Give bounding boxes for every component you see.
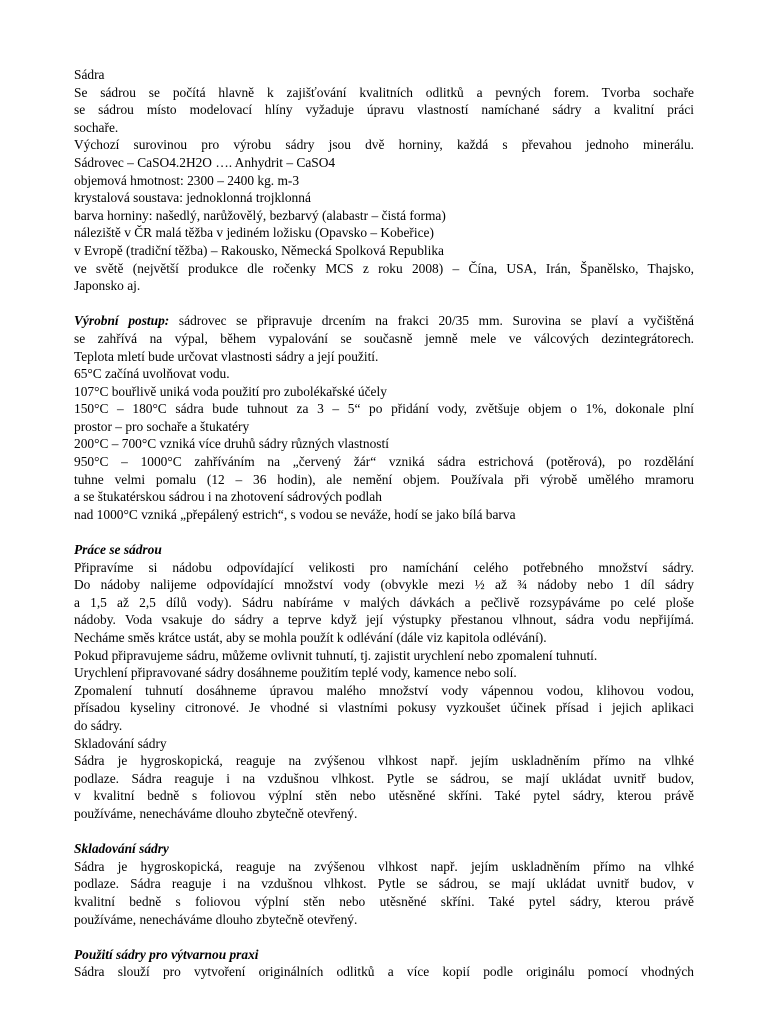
line-text: Japonsko aj. bbox=[74, 278, 141, 294]
line-text: tuhne velmi pomalu (12 – 36 hodin), ale nemění objem. Používala při výrobě umělého mramoru bbox=[74, 471, 694, 487]
document-body bbox=[74, 66, 694, 981]
text-line bbox=[74, 752, 694, 770]
line-text: 950°C – 1000°C zahříváním na „červený žár“ vzniká sádra estrichová (potěrová), po rozdělání bbox=[74, 454, 694, 470]
text-line bbox=[74, 435, 694, 453]
text-line bbox=[74, 699, 694, 717]
section-heading: Skladování sádry bbox=[74, 841, 169, 857]
line-text: barva horniny: našedlý, narůžovělý, bezbarvý (alabastr – čistá forma) bbox=[74, 207, 446, 223]
text-line bbox=[74, 418, 694, 436]
text-line bbox=[74, 189, 694, 207]
line-text: do sádry. bbox=[74, 717, 123, 733]
text-line bbox=[74, 770, 694, 788]
line-text: krystalová soustava: jednoklonná trojklonná bbox=[74, 190, 311, 206]
text-section bbox=[74, 541, 694, 823]
text-line bbox=[74, 488, 694, 506]
line-text: kvalitní bedně s foliovou výplní stěn nebo utěsněné skříni. Také pytel sádry, kterou právě bbox=[74, 893, 694, 909]
line-text: používáme, nenecháváme dlouho zbytečně otevřený. bbox=[74, 911, 358, 927]
text-line bbox=[74, 629, 694, 647]
line-text: Sádra bbox=[74, 67, 105, 82]
line-text: a se štukatérskou sádrou i na zhotovení sádrových podlah bbox=[74, 489, 382, 505]
line-text: Urychlení připravované sádry dosáhneme použitím teplé vody, kamence nebo solí. bbox=[74, 665, 517, 681]
text-line bbox=[74, 647, 694, 665]
line-text: prostor – pro sochaře a štukatéry bbox=[74, 418, 250, 434]
line-text: náleziště v ČR malá těžba v jediném ložisku (Opavsko – Kobeřice) bbox=[74, 225, 434, 241]
paragraph-gap bbox=[74, 523, 694, 541]
line-text: nad 1000°C vzniká „přepálený estrich“, s vodou se neváže, hodí se jako bílá barva bbox=[74, 506, 516, 522]
line-text: a 1,5 až 2,5 dílů vody). Sádru nabíráme v malých dávkách a pečlivě rozsypáváme po celé ploše bbox=[74, 594, 694, 610]
line-text: 107°C bouřlivě uniká voda použití pro zubolékařské účely bbox=[74, 383, 387, 399]
text-line bbox=[74, 172, 694, 190]
text-line bbox=[74, 242, 694, 260]
text-line bbox=[74, 559, 694, 577]
text-line bbox=[74, 224, 694, 242]
text-line bbox=[74, 893, 694, 911]
text-line bbox=[74, 682, 694, 700]
text-line bbox=[74, 365, 694, 383]
section-heading: Výrobní postup: bbox=[74, 313, 170, 329]
text-line bbox=[74, 840, 694, 858]
line-text: nádoby. Voda vsakuje do sádry a teprve když její výstupky přestanou vlhnout, sádra vodu nepřijímá. bbox=[74, 612, 694, 628]
text-line bbox=[74, 735, 694, 753]
section-heading: Použití sádry pro výtvarnou praxi bbox=[74, 946, 259, 962]
line-text: 150°C – 180°C sádra bude tuhnout za 3 – 5“ po přidání vody, zvětšuje objem o 1%, dokonale plní bbox=[74, 401, 694, 417]
line-text: se zahřívá na výpal, během vypalování se současně jemně mele ve válcových dezintegrátorech. bbox=[74, 330, 694, 346]
line-text: Teplota mletí bude určovat vlastnosti sádry a její použití. bbox=[74, 348, 379, 364]
line-text: objemová hmotnost: 2300 – 2400 kg. m-3 bbox=[74, 172, 300, 188]
text-line bbox=[74, 611, 694, 629]
line-text: se sádrou místo modelovací hlíny vyžaduje úpravu vlastností namíchané sádry a kvalitní práci bbox=[74, 102, 694, 118]
text-line bbox=[74, 154, 694, 172]
text-line bbox=[74, 858, 694, 876]
text-line bbox=[74, 506, 694, 524]
text-line bbox=[74, 911, 694, 929]
text-line bbox=[74, 875, 694, 893]
line-text: Připravíme si nádobu odpovídající velikosti pro namíchání celého potřebného množství sádry. bbox=[74, 559, 694, 575]
text-line bbox=[74, 453, 694, 471]
line-text: přísadou kyseliny citronové. Je vhodné si vlastními pokusy vyzkoušet účinek přísad i jejich aplikaci bbox=[74, 700, 694, 716]
line-text: Sádra je hygroskopická, reaguje na zvýšenou vlhkost např. jejím uskladněním přímo na vlhké bbox=[74, 858, 694, 874]
line-text: 65°C začíná uvolňovat vodu. bbox=[74, 366, 230, 382]
line-text: používáme, nenecháváme dlouho zbytečně otevřený. bbox=[74, 805, 358, 821]
text-line bbox=[74, 541, 694, 559]
line-text: v Evropě (tradiční těžba) – Rakousko, Německá Spolková Republika bbox=[74, 242, 444, 258]
text-line bbox=[74, 664, 694, 682]
paragraph-gap bbox=[74, 928, 694, 946]
text-line bbox=[74, 400, 694, 418]
line-text: sádrovec se připravuje drcením na frakci 20/35 mm. Surovina se plaví a vyčištěná bbox=[169, 313, 694, 329]
text-line bbox=[74, 136, 694, 154]
text-line bbox=[74, 119, 694, 137]
line-text: Necháme směs krátce ustát, aby se mohla použít k odlévání (dále viz kapitola odlévání). bbox=[74, 630, 547, 645]
line-text: v kvalitní bedně s foliovou výplní stěn nebo utěsněné skříni. Také pytel sádry, kterou právě bbox=[74, 788, 694, 804]
text-line bbox=[74, 84, 694, 102]
text-line bbox=[74, 207, 694, 225]
line-text: Výchozí surovinou pro výrobu sádry jsou dvě horniny, každá s převahou jednoho minerálu. bbox=[74, 137, 694, 153]
text-line bbox=[74, 594, 694, 612]
line-text: Sádrovec – CaSO4.2H2O …. Anhydrit – CaSO4 bbox=[74, 154, 336, 170]
text-line bbox=[74, 260, 694, 278]
text-section bbox=[74, 840, 694, 928]
text-line bbox=[74, 576, 694, 594]
line-text: Sádra je hygroskopická, reaguje na zvýšenou vlhkost např. jejím uskladněním přímo na vlhké bbox=[74, 753, 694, 769]
text-line bbox=[74, 101, 694, 119]
text-section bbox=[74, 66, 694, 295]
paragraph-gap bbox=[74, 295, 694, 313]
text-section bbox=[74, 946, 694, 981]
text-line bbox=[74, 805, 694, 823]
line-text: podlaze. Sádra reaguje i na vzdušnou vlhkost. Pytle se sádrou, se mají ukládat uvnitř budov, v bbox=[74, 876, 694, 892]
text-line bbox=[74, 717, 694, 735]
text-line bbox=[74, 330, 694, 348]
text-line bbox=[74, 66, 694, 84]
text-line bbox=[74, 787, 694, 805]
line-text: podlaze. Sádra reaguje i na vzdušnou vlhkost. Pytle se sádrou, se mají ukládat uvnitř budov, bbox=[74, 770, 694, 786]
line-text: ve světě (největší produkce dle ročenky MCS z roku 2008) – Čína, USA, Irán, Španělsko, Thajsko, bbox=[74, 260, 694, 276]
line-text: sochaře. bbox=[74, 119, 119, 135]
line-text: Zpomalení tuhnutí dosáhneme úpravou malého množství vody vápennou vodou, klihovou vodou, bbox=[74, 682, 694, 698]
paragraph-gap bbox=[74, 823, 694, 841]
line-text: Skladování sádry bbox=[74, 735, 167, 751]
section-heading: Práce se sádrou bbox=[74, 542, 162, 558]
text-line bbox=[74, 471, 694, 489]
text-line bbox=[74, 963, 694, 981]
text-section bbox=[74, 312, 694, 523]
line-text: 200°C – 700°C vzniká více druhů sádry různých vlastností bbox=[74, 436, 389, 452]
line-text: Do nádoby nalijeme odpovídající množství vody (obvykle mezi ½ až ¾ nádoby nebo 1 díl sádry bbox=[74, 577, 694, 593]
line-text: Se sádrou se počítá hlavně k zajišťování kvalitních odlitků a pevných forem. Tvorba sochaře bbox=[74, 84, 694, 100]
text-line bbox=[74, 383, 694, 401]
line-text: Pokud připravujeme sádru, můžeme ovlivnit tuhnutí, tj. zajistit urychlení nebo zpomalení tuhnutí. bbox=[74, 647, 598, 663]
text-line bbox=[74, 312, 694, 330]
text-line bbox=[74, 348, 694, 366]
line-text: Sádra slouží pro vytvoření originálních odlitků a více kopií podle originálu pomocí vhodných bbox=[74, 964, 694, 980]
text-line bbox=[74, 277, 694, 295]
text-line bbox=[74, 946, 694, 964]
